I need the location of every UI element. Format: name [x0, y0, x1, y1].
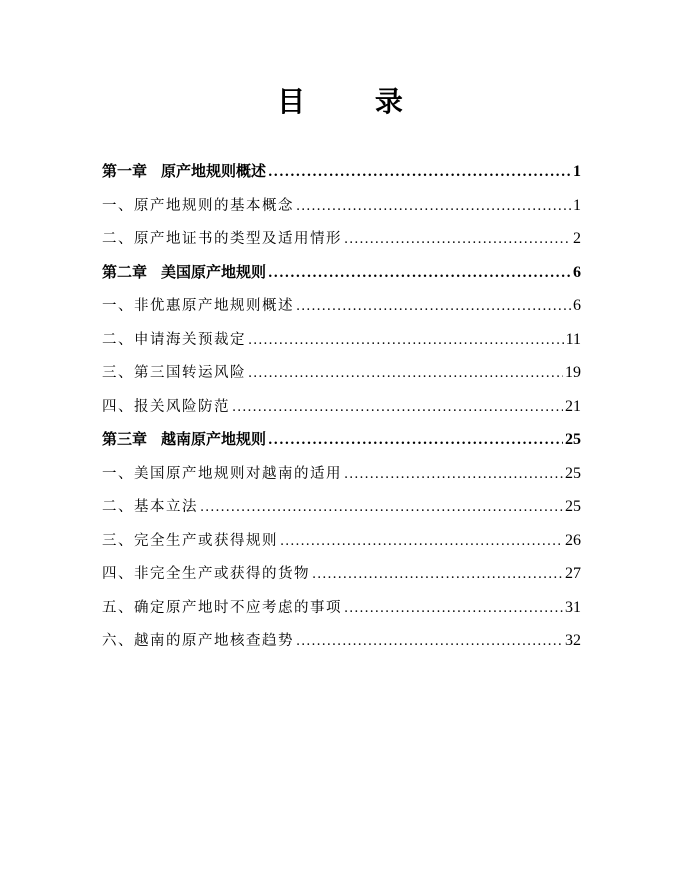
toc-section-3-4[interactable]	[102, 557, 581, 591]
toc-page-number: 31	[565, 598, 581, 616]
toc-chapter-number: 第三章	[102, 430, 148, 448]
toc-page-number: 6	[573, 297, 581, 314]
toc-leader-dots	[344, 223, 571, 257]
toc-page-number: 27	[565, 565, 581, 582]
toc-page-number: 26	[565, 531, 581, 549]
toc-page-number: 19	[565, 364, 581, 381]
toc-chapter-3[interactable]	[102, 423, 581, 457]
toc-section-title: 二、申请海关预裁定	[102, 331, 246, 348]
toc-leader-dots	[312, 558, 563, 592]
toc-section-3-2[interactable]	[102, 490, 581, 524]
toc-section-1-1[interactable]	[102, 189, 581, 223]
toc-page-number: 2	[573, 230, 581, 247]
toc-chapter-title: 越南原产地规则	[161, 430, 267, 448]
toc-page-number: 6	[573, 263, 581, 281]
toc-chapter-title: 原产地规则概述	[161, 162, 267, 180]
toc-page-number: 25	[565, 464, 581, 482]
toc-page-number: 32	[565, 632, 581, 649]
toc-leader-dots	[268, 424, 563, 458]
toc-chapter-label	[102, 423, 266, 457]
toc-section-2-3[interactable]	[102, 356, 581, 390]
toc-chapter-1[interactable]	[102, 155, 581, 189]
toc-section-title: 四、非完全生产或获得的货物	[102, 566, 310, 582]
toc-leader-dots	[268, 257, 571, 291]
toc-leader-dots	[248, 357, 563, 391]
toc-section-title: 六、越南的原产地核查趋势	[102, 633, 294, 649]
toc-leader-dots	[200, 491, 563, 525]
table-of-contents	[102, 155, 581, 658]
toc-leader-dots	[344, 592, 563, 626]
toc-page-number: 1	[573, 163, 581, 180]
toc-section-2-1[interactable]	[102, 289, 581, 323]
toc-leader-dots	[280, 525, 563, 559]
toc-leader-dots	[232, 391, 563, 425]
toc-section-3-3[interactable]	[102, 524, 581, 558]
toc-chapter-2[interactable]	[102, 256, 581, 290]
toc-chapter-label	[102, 155, 266, 189]
toc-section-title: 一、原产地规则的基本概念	[102, 197, 294, 214]
toc-chapter-number: 第二章	[102, 262, 148, 281]
toc-page-number: 25	[565, 498, 581, 515]
toc-page-number: 21	[565, 397, 581, 415]
toc-section-3-6[interactable]	[102, 624, 581, 658]
toc-section-2-4[interactable]	[102, 390, 581, 424]
toc-page-number: 25	[565, 431, 581, 448]
toc-section-2-2[interactable]	[102, 323, 581, 357]
page-title: 目 录	[277, 85, 433, 118]
toc-chapter-title: 美国原产地规则	[161, 262, 267, 281]
toc-section-3-5[interactable]	[102, 591, 581, 625]
toc-leader-dots	[268, 156, 571, 190]
toc-section-title: 一、美国原产地规则对越南的适用	[102, 465, 342, 482]
toc-section-title: 四、报关风险防范	[102, 398, 230, 415]
toc-leader-dots	[296, 290, 571, 324]
toc-page-number: 11	[565, 330, 581, 348]
toc-chapter-number: 第一章	[102, 162, 148, 180]
toc-page-number: 1	[573, 196, 581, 214]
toc-section-1-2[interactable]	[102, 222, 581, 256]
toc-chapter-label	[102, 256, 266, 290]
toc-leader-dots	[296, 190, 571, 224]
toc-section-title: 二、原产地证书的类型及适用情形	[102, 231, 342, 247]
toc-leader-dots	[296, 625, 563, 659]
toc-section-title: 三、完全生产或获得规则	[102, 532, 278, 549]
toc-section-title: 五、确定原产地时不应考虑的事项	[102, 599, 342, 616]
toc-section-title: 三、第三国转运风险	[102, 365, 246, 381]
toc-leader-dots	[344, 458, 563, 492]
toc-leader-dots	[248, 324, 564, 358]
toc-section-title: 二、基本立法	[102, 499, 198, 515]
toc-section-title: 一、非优惠原产地规则概述	[102, 298, 294, 314]
toc-section-3-1[interactable]	[102, 457, 581, 491]
